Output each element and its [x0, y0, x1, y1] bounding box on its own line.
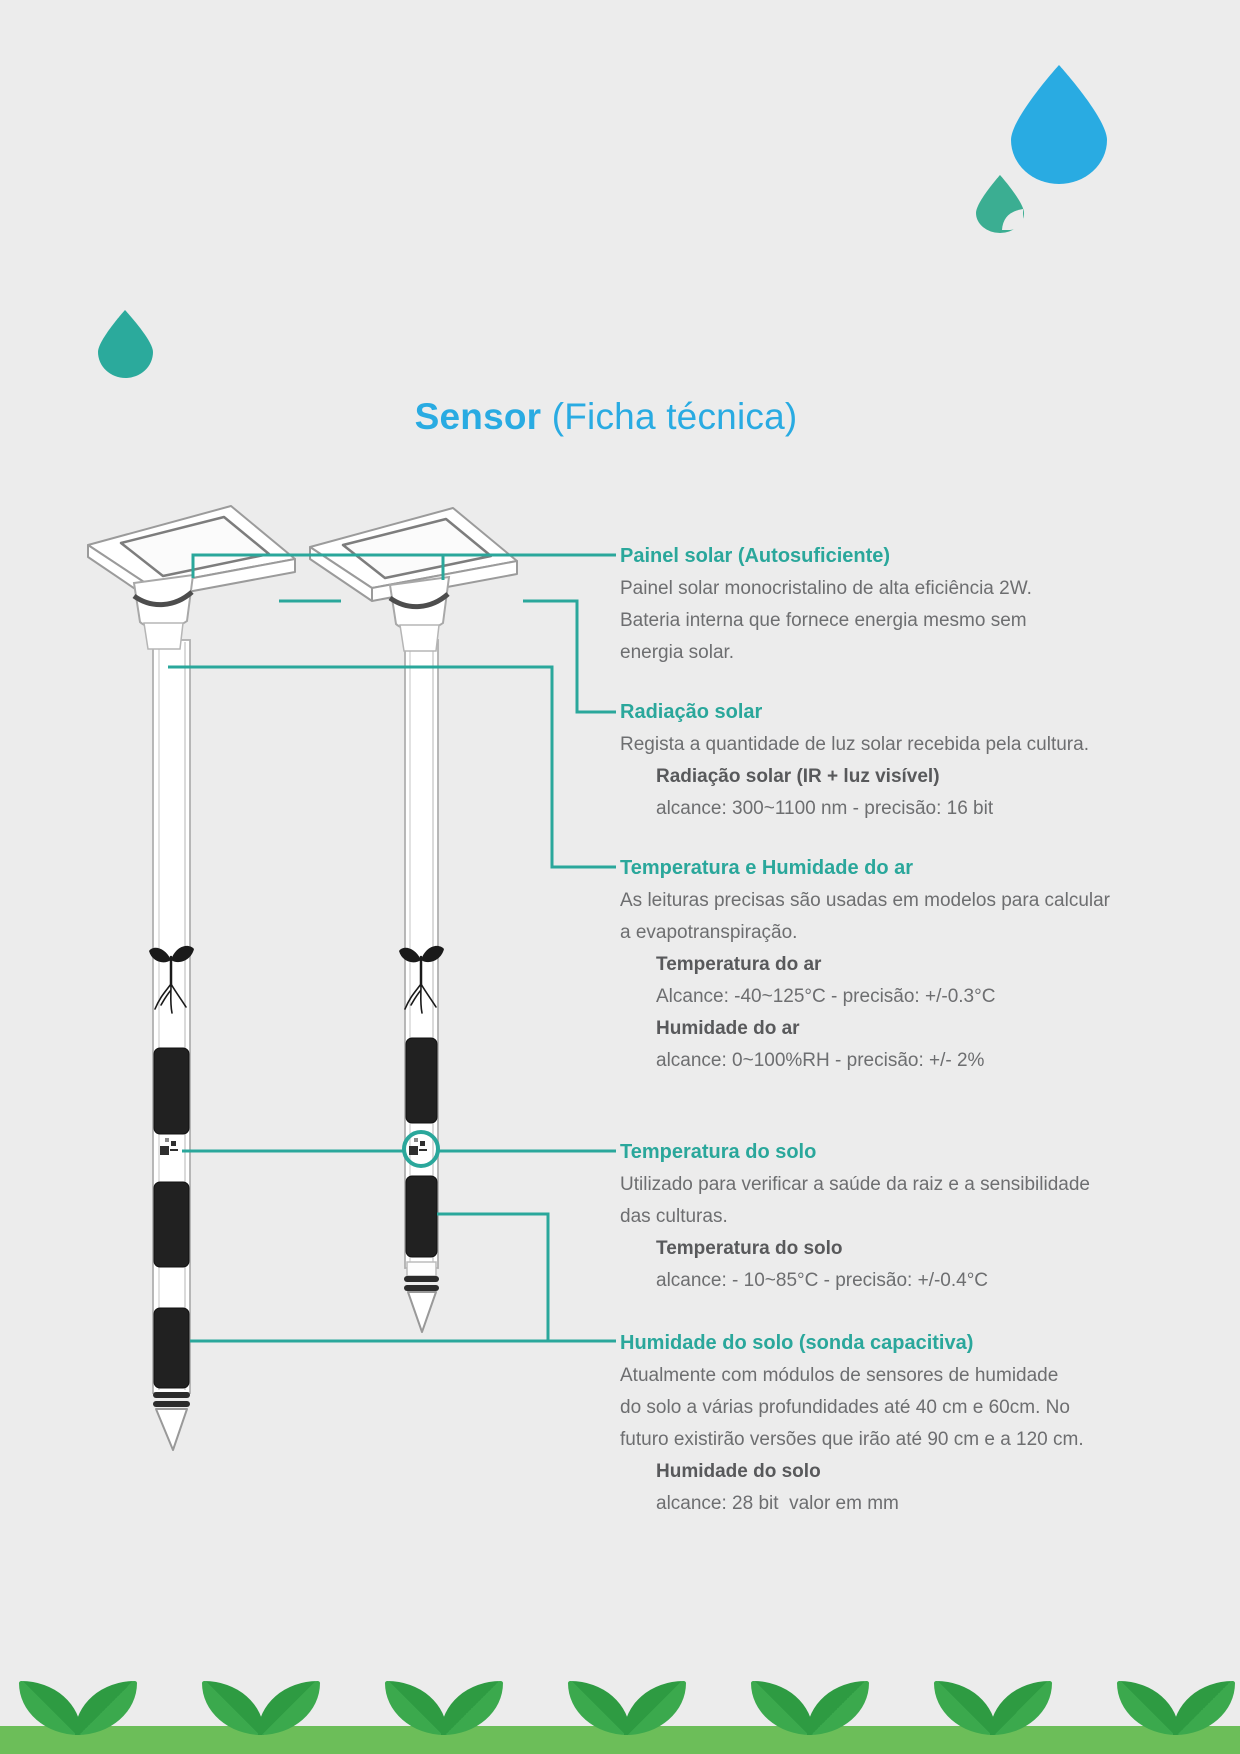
water-drop-icon	[1011, 65, 1107, 184]
section-line: Humidade do solo	[656, 1461, 821, 1482]
soil-sensor-segment	[154, 1048, 189, 1134]
section-heading: Painel solar (Autosuficiente)	[620, 545, 891, 567]
section-heading: Temperatura e Humidade do ar	[620, 857, 914, 879]
soil-sensor-segment	[154, 1308, 189, 1388]
section-line: alcance: - 10~85°C - precisão: +/-0.4°C	[656, 1270, 989, 1291]
section-temperatura-humidade-ar	[620, 855, 1180, 1077]
section-line: Painel solar monocristalino de alta eficiência 2W.	[620, 578, 1032, 599]
section-line: alcance: 0~100%RH - precisão: +/- 2%	[656, 1050, 985, 1071]
section-line: futuro existirão versões que irão até 90 cm e a 120 cm.	[620, 1429, 1084, 1450]
section-line: Temperatura do ar	[656, 954, 822, 975]
section-line: das culturas.	[620, 1206, 728, 1227]
section-line: Radiação solar (IR + luz visível)	[656, 766, 940, 787]
section-line: As leituras precisas são usadas em modelos para calcular	[620, 890, 1111, 911]
connector-temperatura-humidade-ar	[168, 667, 616, 867]
page-title-bold: Sensor	[414, 396, 542, 437]
grass-band	[0, 1726, 1240, 1754]
section-radiacao-solar	[620, 699, 1180, 825]
page-title-regular: (Ficha técnica)	[541, 396, 798, 437]
section-line: energia solar.	[620, 642, 735, 663]
page-title	[0, 396, 1212, 438]
probe-stem	[405, 640, 438, 1268]
soil-sensor-segment	[406, 1038, 437, 1123]
section-humidade-solo	[620, 1330, 1180, 1520]
section-line: Atualmente com módulos de sensores de humidade	[620, 1365, 1059, 1386]
highlight-circle	[404, 1132, 438, 1166]
soil-sensor-chip-icon	[160, 1138, 178, 1155]
sensor-probe-left	[88, 506, 295, 1450]
section-heading: Temperatura do solo	[620, 1141, 817, 1163]
probe-stem	[153, 640, 190, 1393]
section-heading: Radiação solar	[620, 701, 763, 723]
section-painel-solar	[620, 543, 1180, 669]
probe-tip	[156, 1409, 187, 1450]
connector-humidade-solo	[190, 1214, 616, 1341]
connector-radiacao-solar	[279, 601, 616, 712]
section-heading: Humidade do solo (sonda capacitiva)	[620, 1332, 974, 1354]
seedling-roots-icon	[399, 946, 444, 1013]
section-line: alcance: 300~1100 nm - precisão: 16 bit	[656, 798, 994, 819]
connector-painel-solar	[193, 555, 616, 580]
solar-panel	[310, 508, 517, 601]
seedling-roots-icon	[149, 946, 194, 1013]
section-line: Temperatura do solo	[656, 1238, 843, 1259]
section-line: do solo a várias profundidades até 40 cm e 60cm. No	[620, 1397, 1070, 1418]
section-line: Bateria interna que fornece energia mesmo sem	[620, 610, 1027, 631]
probe-tip	[408, 1292, 436, 1332]
probe-collar	[390, 577, 449, 651]
soil-sensor-segment	[406, 1176, 437, 1257]
soil-sensor-chip-icon	[409, 1138, 427, 1155]
water-drop-icon	[98, 310, 153, 378]
section-line: a evapotranspiração.	[620, 922, 798, 943]
probe-collar	[134, 575, 193, 649]
section-line: Humidade do ar	[656, 1018, 800, 1039]
soil-sensor-segment	[154, 1182, 189, 1267]
section-temperatura-solo	[620, 1139, 1180, 1297]
section-line: Utilizado para verificar a saúde da raiz e a sensibilidade	[620, 1174, 1090, 1195]
section-line: Alcance: -40~125°C - precisão: +/-0.3°C	[656, 986, 996, 1007]
solar-panel	[88, 506, 295, 599]
water-drop-leaf-icon	[976, 175, 1024, 233]
section-line: alcance: 28 bit valor em mm	[656, 1493, 899, 1514]
section-line: Regista a quantidade de luz solar recebida pela cultura.	[620, 734, 1089, 755]
sensor-probe-right	[310, 508, 517, 1332]
